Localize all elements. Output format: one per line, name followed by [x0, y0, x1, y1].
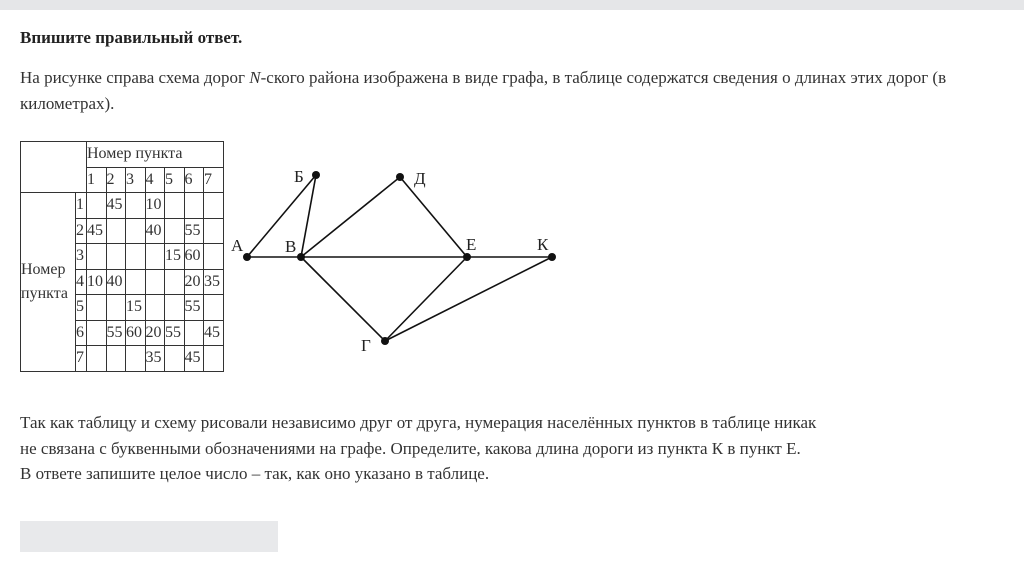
node-label-V: В	[285, 237, 297, 256]
node-label-G: Г	[361, 336, 371, 355]
column-number: 6	[184, 167, 204, 193]
column-number: 4	[145, 167, 165, 193]
table-cell	[184, 320, 204, 346]
question-line-2: не связана с буквенными обозначениями на графе. Определите, какова длина дороги из пункта К в пункт Е.	[20, 438, 801, 458]
answer-input[interactable]	[20, 521, 278, 552]
node-V	[297, 253, 305, 261]
table-cell	[165, 269, 185, 295]
table-cell: 10	[145, 193, 165, 219]
table-cell	[204, 244, 224, 270]
node-D	[396, 173, 404, 181]
row-number: 4	[76, 269, 87, 295]
table-cell: 15	[126, 295, 146, 321]
table-cell	[126, 269, 146, 295]
table-cell	[204, 193, 224, 219]
row-number: 6	[76, 320, 87, 346]
table-cell: 55	[106, 320, 126, 346]
row-number: 7	[76, 346, 87, 372]
task-intro	[20, 65, 1010, 117]
column-number: 5	[165, 167, 185, 193]
edge-V-D	[301, 177, 400, 257]
table-cell	[165, 193, 185, 219]
table-cell	[145, 269, 165, 295]
table-cell	[204, 295, 224, 321]
row-number: 5	[76, 295, 87, 321]
node-label-E: Е	[466, 235, 477, 254]
table-cell	[145, 295, 165, 321]
column-number: 2	[106, 167, 126, 193]
row-number: 1	[76, 193, 87, 219]
table-cell	[106, 244, 126, 270]
table-cell: 45	[106, 193, 126, 219]
intro-text-start: На рисунке справа схема дорог	[20, 68, 250, 87]
node-K	[548, 253, 556, 261]
row-header-line: пункта	[21, 284, 68, 302]
table-cell: 40	[106, 269, 126, 295]
table-cell: 15	[165, 244, 185, 270]
table-cell	[126, 346, 146, 372]
row-number: 3	[76, 244, 87, 270]
table-cell: 60	[126, 320, 146, 346]
road-graph	[230, 160, 570, 360]
table-cell	[165, 346, 185, 372]
intro-italic-n: N	[249, 68, 261, 87]
table-cell	[106, 295, 126, 321]
column-header: Номер пункта	[87, 142, 224, 168]
table-cell: 20	[184, 269, 204, 295]
node-label-K: К	[537, 235, 549, 254]
table-cell	[204, 346, 224, 372]
node-E	[463, 253, 471, 261]
table-cell	[87, 346, 107, 372]
table-cell: 55	[184, 295, 204, 321]
table-cell	[106, 218, 126, 244]
edge-E-G	[385, 257, 467, 341]
node-label-A: А	[231, 236, 244, 255]
node-B	[312, 171, 320, 179]
table-row	[21, 193, 224, 219]
table-cell: 40	[145, 218, 165, 244]
table-cell: 60	[184, 244, 204, 270]
table-cell: 35	[204, 269, 224, 295]
edge-B-V	[301, 175, 316, 257]
column-number: 3	[126, 167, 146, 193]
table-cell	[126, 218, 146, 244]
table-cell	[87, 320, 107, 346]
node-A	[243, 253, 251, 261]
edge-A-B	[247, 175, 316, 257]
column-number: 1	[87, 167, 107, 193]
question-text	[20, 410, 816, 487]
table-cell: 55	[184, 218, 204, 244]
node-label-D: Д	[414, 169, 426, 188]
table-cell	[87, 244, 107, 270]
table-cell	[126, 244, 146, 270]
edge-G-K	[385, 257, 552, 341]
row-number: 2	[76, 218, 87, 244]
intro-text-end: -ского района изображена в виде графа, в таблице содержатся сведения о длинах этих дорог (в километрах).	[20, 68, 947, 113]
table-cell: 55	[165, 320, 185, 346]
table-cell: 45	[204, 320, 224, 346]
table-cell: 45	[87, 218, 107, 244]
table-corner	[21, 142, 87, 193]
task-title: Впишите правильный ответ.	[20, 28, 243, 47]
table-cell	[184, 193, 204, 219]
question-line-1: Так как таблицу и схему рисовали независимо друг от друга, нумерация населённых пунктов в таблице никак	[20, 413, 817, 432]
table-cell: 35	[145, 346, 165, 372]
edge-D-E	[400, 177, 467, 257]
table-cell	[165, 295, 185, 321]
table-cell	[145, 244, 165, 270]
table-cell	[165, 218, 185, 244]
table-cell	[204, 218, 224, 244]
question-line-3: В ответе запишите целое число – так, как оно указано в таблице.	[20, 464, 490, 483]
row-header-line: Номер	[21, 260, 66, 278]
table-cell: 10	[87, 269, 107, 295]
table-cell	[87, 295, 107, 321]
table-cell: 45	[184, 346, 204, 372]
distance-table	[20, 141, 224, 372]
table-cell: 20	[145, 320, 165, 346]
row-header	[21, 193, 76, 372]
table-cell	[106, 346, 126, 372]
node-G	[381, 337, 389, 345]
table-cell	[87, 193, 107, 219]
column-number: 7	[204, 167, 224, 193]
edge-V-G	[301, 257, 385, 341]
top-bar	[0, 0, 1024, 10]
node-label-B: Б	[294, 167, 304, 186]
table-cell	[126, 193, 146, 219]
